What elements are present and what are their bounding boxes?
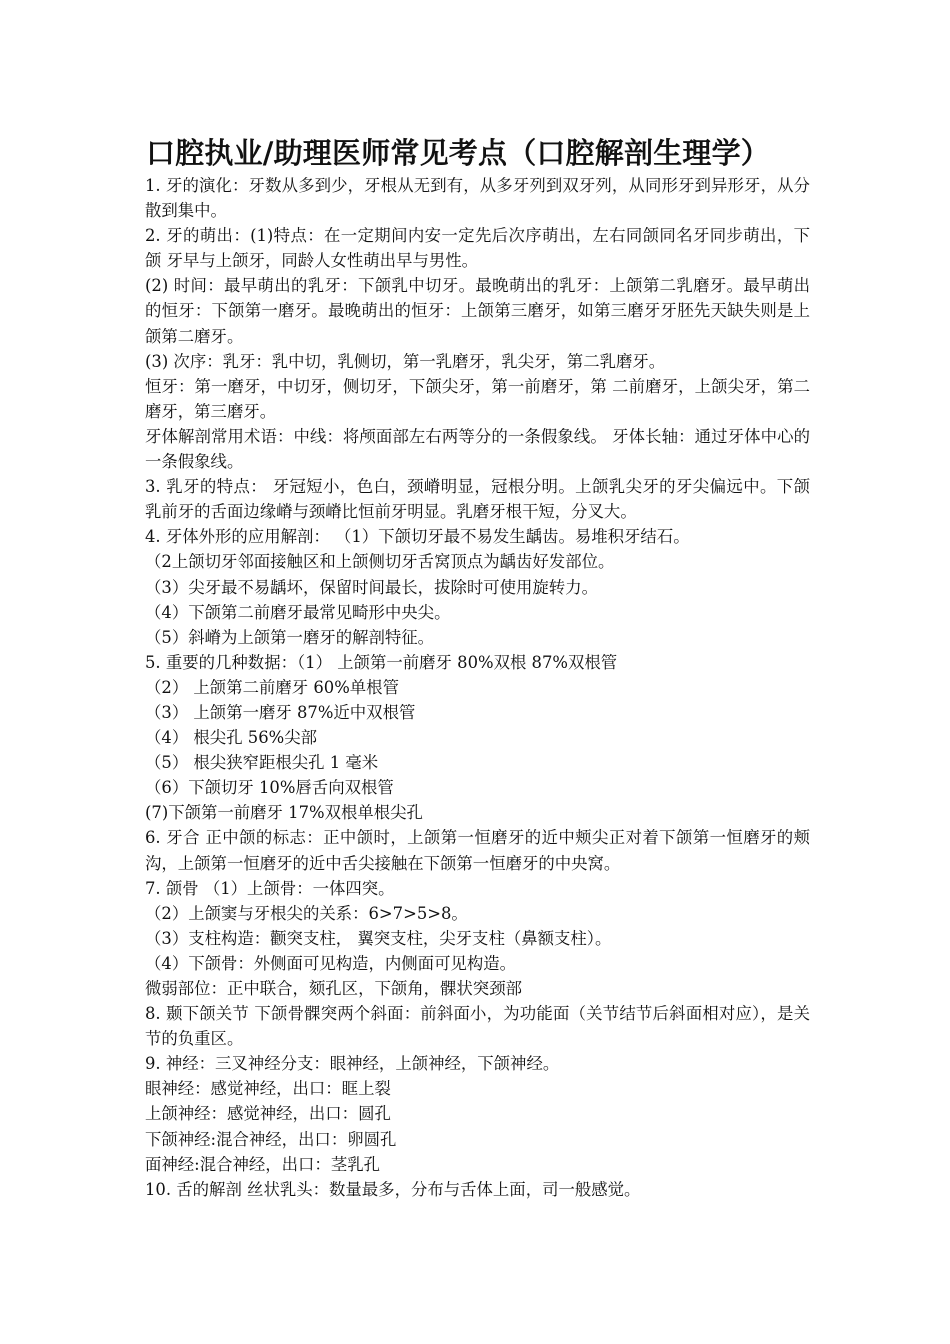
paragraph-21: 7. 颌骨 （1）上颌骨：一体四突。 [145,878,395,898]
document-body [145,173,810,1202]
paragraph-11: （4）下颌第二前磨牙最常见畸形中央尖。 [145,602,451,622]
paragraph-22: （2）上颌窦与牙根尖的关系：6>7>5>8。 [145,903,468,923]
paragraph-28: 眼神经：感觉神经，出口：眶上裂 [145,1079,391,1099]
paragraph-7: 3. 乳牙的特点： 牙冠短小，色白，颈嵴明显，冠根分明。上颌乳尖牙的牙尖偏远中。下颌乳前牙的舌面边缘嵴与颈嵴比恒前牙明显。乳磨牙根干短，分叉大。 [145,477,810,522]
paragraph-4: (3) 次序：乳牙：乳中切，乳侧切，第一乳磨牙，乳尖牙，第二乳磨牙。 [145,351,666,371]
paragraph-14: （2） 上颌第二前磨牙 60%单根管 [145,677,399,697]
document-title: 口腔执业/助理医师常见考点（口腔解剖生理学） [146,136,770,170]
paragraph-29: 上颌神经：感觉神经，出口：圆孔 [145,1104,391,1124]
paragraph-13: 5. 重要的几种数据：（1） 上颌第一前磨牙 80%双根 87%双根管 [145,652,618,672]
paragraph-25: 微弱部位：正中联合，颏孔区，下颌角，髁状突颈部 [145,979,522,998]
paragraph-32: 10. 舌的解剖 丝状乳头：数量最多，分布与舌体上面，司一般感觉。 [145,1179,641,1199]
paragraph-10: （3）尖牙最不易龋坏，保留时间最长，拔除时可使用旋转力。 [145,577,598,597]
paragraph-26: 8. 颞下颌关节 下颌骨髁突两个斜面：前斜面小，为功能面（关节结节后斜面相对应），是关节的负重区。 [145,1004,810,1049]
paragraph-6: 牙体解剖常用术语：中线：将颅面部左右两等分的一条假象线。 牙体长轴：通过牙体中心的一条假象线。 [145,426,810,472]
paragraph-8: 4. 牙体外形的应用解剖： （1）下颌切牙最不易发生龋齿。易堆积牙结石。 [145,527,690,547]
paragraph-31: 面神经:混合神经，出口：茎乳孔 [145,1154,380,1174]
paragraph-5: 恒牙：第一磨牙，中切牙，侧切牙，下颌尖牙，第一前磨牙，第 二前磨牙，上颌尖牙，第二磨牙，第三磨牙。 [145,376,810,421]
paragraph-1: 1. 牙的演化：牙数从多到少，牙根从无到有，从多牙列到双牙列，从同形牙到异形牙，从分散到集中。 [145,176,810,221]
paragraph-16: （4） 根尖孔 56%尖部 [145,728,318,748]
paragraph-19: (7)下颌第一前磨牙 17%双根单根尖孔 [145,803,423,823]
paragraph-30: 下颌神经:混合神经，出口：卵圆孔 [145,1129,397,1149]
paragraph-24: （4）下颌骨：外侧面可见构造，内侧面可见构造。 [145,953,517,973]
paragraph-17: （5） 根尖狭窄距根尖孔 1 毫米 [145,753,379,773]
paragraph-9: （2上颌切牙邻面接触区和上颌侧切牙舌窝顶点为龋齿好发部位。 [145,552,615,572]
paragraph-15: （3） 上颌第一磨牙 87%近中双根管 [145,702,416,722]
paragraph-27: 9. 神经：三叉神经分支：眼神经，上颌神经，下颌神经。 [145,1054,560,1074]
paragraph-20: 6. 牙合 正中颌的标志：正中颌时，上颌第一恒磨牙的近中颊尖正对着下颌第一恒磨牙的颊沟，上颌第一恒磨牙的近中舌尖接触在下颌第一恒磨牙的中央窝。 [145,828,810,873]
paragraph-12: （5）斜嵴为上颌第一磨牙的解剖特征。 [145,627,435,647]
paragraph-2: 2. 牙的萌出：(1)特点：在一定期间内安一定先后次序萌出，左右同颌同名牙同步萌出，下颌 牙早与上颌牙，同龄人女性萌出早与男性。 [145,226,810,271]
paragraph-18: （6）下颌切牙 10%唇舌向双根管 [145,778,394,798]
paragraph-23: （3）支柱构造：颧突支柱， 翼突支柱，尖牙支柱（鼻额支柱）。 [145,928,612,948]
paragraph-3: (2) 时间：最早萌出的乳牙：下颌乳中切牙。最晚萌出的乳牙：上颌第二乳磨牙。最早萌出的恒牙：下颌第一磨牙。最晚萌出的恒牙：上颌第三磨牙，如第三磨牙牙胚先天缺失则是上颌第二磨牙。 [145,276,810,346]
